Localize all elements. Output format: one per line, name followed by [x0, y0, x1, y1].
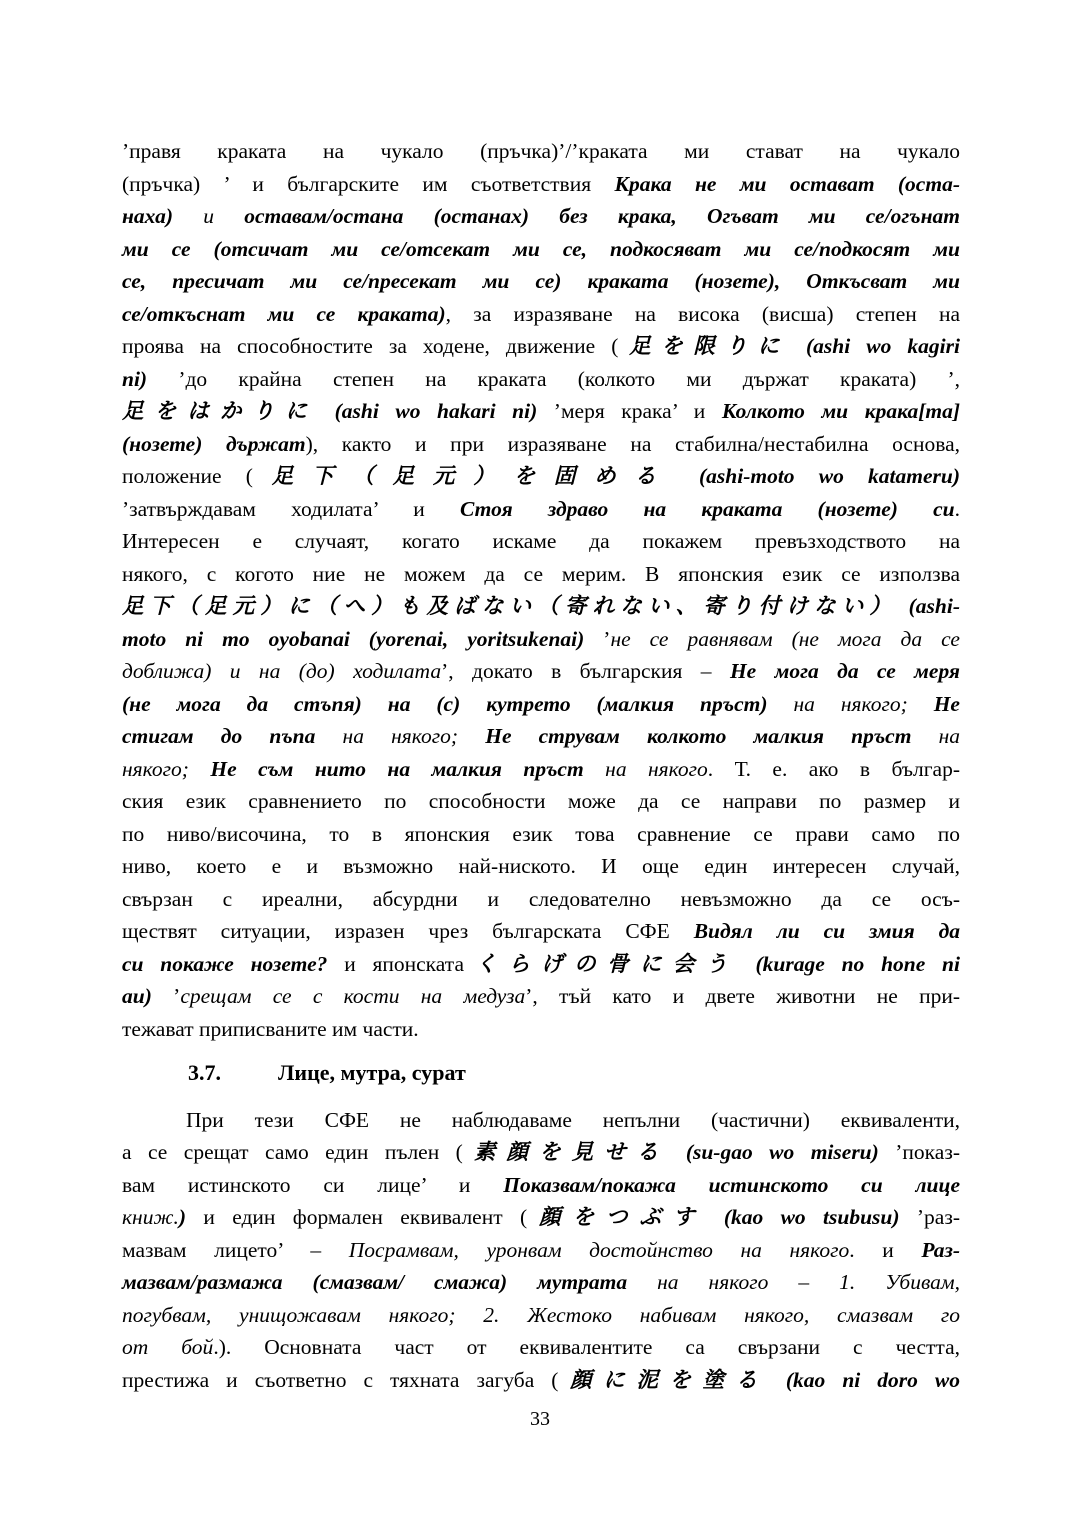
text-segment-r: тежават приписваните им части. — [122, 1016, 419, 1041]
section-heading — [122, 1057, 960, 1090]
text-line — [122, 525, 960, 558]
text-segment-r: .). Основната част от еквивалентите са свързани с честта, — [213, 1335, 961, 1359]
text-segment-i: срещам се с кости на медуза — [180, 984, 526, 1008]
text-line — [122, 1364, 960, 1397]
text-segment-i: от бой — [122, 1335, 214, 1359]
text-line — [122, 1266, 960, 1299]
text-segment-i: книж. — [122, 1205, 179, 1229]
page-number: 33 — [530, 1408, 550, 1430]
text-segment-bi: (kurage no hone ni — [738, 951, 960, 976]
text-segment-r: ’раз- — [899, 1205, 960, 1229]
paragraph-2 — [122, 1104, 960, 1397]
text-line — [122, 233, 960, 266]
text-line — [122, 493, 960, 526]
text-segment-r: ), както и при изразяване на стабилна/нестабилна основа, — [305, 431, 960, 456]
text-segment-r: ’показ- — [878, 1140, 960, 1164]
text-segment-bi: (su-gao wo miseru) — [669, 1140, 879, 1164]
text-segment-bi: Крака не ми остават (оста- — [614, 171, 960, 196]
text-segment-i: на някого; — [767, 691, 934, 716]
text-segment-i: на някого – 1. Убивам, — [627, 1270, 960, 1294]
text-segment-bi: Не мога да се меря — [729, 659, 960, 683]
text-segment-jp: 足を限りに — [618, 334, 790, 358]
text-segment-bi: стигам до пъпа — [122, 724, 316, 748]
text-segment-bi: (нозете) държат — [122, 431, 306, 456]
text-line — [122, 1136, 960, 1169]
text-segment-bi: (kao wo tsubusu) — [706, 1205, 900, 1229]
text-segment-jp: 足をはかりに — [122, 399, 319, 423]
text-segment-r: . и — [849, 1237, 922, 1262]
text-segment-i: на — [911, 724, 960, 748]
text-segment-bi: Не — [933, 691, 960, 716]
text-segment-jp: くらげの骨に会う — [464, 951, 739, 976]
text-segment-jp: 顔に泥を塗る — [558, 1367, 769, 1392]
text-segment-bi: Не струвам колкото малкия пръст — [485, 724, 912, 748]
text-line — [122, 948, 960, 981]
text-line — [122, 785, 960, 818]
text-segment-r: по ниво/височина, то в японския език това сравнение се прави само по — [122, 821, 960, 846]
text-segment-bi: ) — [178, 1205, 187, 1229]
text-segment-bi: Раз- — [921, 1237, 960, 1262]
text-segment-r: ’ — [584, 626, 611, 651]
text-segment-r: ’затвърждавам ходилата’ и — [122, 496, 461, 521]
text-segment-r: , за изразяване на висока (висша) степен на — [445, 301, 960, 326]
text-segment-bi: се, пресичат ми се/пресекат ми се) краката (нозете), Откъсват ми — [122, 269, 960, 293]
text-line — [122, 460, 960, 493]
text-line — [122, 1331, 960, 1364]
text-line — [122, 330, 960, 363]
text-line — [122, 850, 960, 883]
text-segment-r: ’правя краката на чукало (пръчка)’/’краката ми стават на чукало — [122, 139, 960, 163]
text-segment-r: ския език сравнението по способности може да се направи по размер и — [122, 789, 960, 813]
section-number: 3.7. — [188, 1060, 221, 1085]
text-segment-bi: (kao ni doro wo — [768, 1367, 960, 1392]
text-line — [122, 200, 960, 233]
text-segment-bi: Колкото ми крака[та] — [721, 399, 960, 423]
text-segment-r: и един формален еквивалент ( — [186, 1205, 528, 1229]
text-segment-bi: се/откъснат ми се краката) — [122, 301, 446, 326]
text-line — [122, 1234, 960, 1267]
text-segment-r: При тези СФЕ не наблюдаваме непълни (частични) еквиваленти, — [186, 1107, 960, 1132]
text-segment-r: проява на способностите за ходене, движение ( — [122, 334, 619, 358]
text-block — [122, 135, 960, 1396]
text-segment-jp: 足下（足元）に（へ）も及ばない（寄れない、寄り付けない） — [122, 594, 898, 618]
text-line — [122, 1201, 960, 1234]
text-line — [122, 1104, 960, 1137]
text-line — [122, 590, 960, 623]
text-segment-i: доближа) и на (до) ходилата — [122, 659, 442, 683]
text-segment-r: положение ( — [122, 464, 253, 488]
text-line — [122, 558, 960, 591]
text-line — [122, 883, 960, 916]
text-segment-r: престижа и съответно с тяхната загуба ( — [122, 1367, 559, 1392]
text-segment-r: (пръчка) ’ и българските им съответствия — [122, 171, 615, 196]
text-segment-r: ществят ситуации, изразен чрез българската СФЕ — [122, 919, 694, 943]
text-segment-bi: наха) — [122, 204, 174, 228]
text-segment-r: ’до крайна степен на краката (колкото ми държат краката) ’, — [147, 366, 960, 391]
text-segment-bi: Стоя здраво на краката (нозете) си — [460, 496, 955, 521]
text-segment-r: ’меря крака’ и — [537, 399, 722, 423]
text-segment-r: вам истинското си лице’ и — [122, 1172, 504, 1197]
text-segment-i: някого; — [122, 756, 211, 781]
text-segment-bi: moto ni mo oyobanai (yorenai, yoritsukenai) — [122, 626, 585, 651]
text-segment-bi: ni) — [122, 366, 148, 391]
text-line — [122, 135, 960, 168]
text-line — [122, 623, 960, 656]
text-segment-bi: Видял ли си змия да — [693, 919, 960, 943]
text-segment-i: на някого — [583, 756, 708, 781]
text-segment-bi: (ashi- — [897, 594, 960, 618]
text-segment-bi: (не мога да стъпя) на (с) кутрето (малкия пръст) — [122, 691, 768, 716]
text-line — [122, 688, 960, 721]
paragraph-1 — [122, 135, 960, 1045]
text-line — [122, 915, 960, 948]
text-line — [122, 753, 960, 786]
text-line — [122, 655, 960, 688]
text-segment-r: ’, тъй като и двете животни не при- — [525, 984, 961, 1008]
text-segment-bi: (ashi wo kagiri — [789, 334, 960, 358]
text-segment-bi: (ashi-moto wo katameru) — [674, 464, 960, 488]
text-segment-r: мазвам лицето’ – — [122, 1237, 349, 1262]
section-title: Лице, мутра, сурат — [278, 1060, 466, 1085]
text-segment-jp: 素顔を見せる — [462, 1140, 670, 1164]
text-line — [122, 265, 960, 298]
text-segment-i: погубвам, унищожавам някого; 2. Жестоко набивам някого, смазвам го — [122, 1302, 960, 1327]
text-segment-jp: 顔をつぶす — [527, 1205, 707, 1229]
text-segment-r: а се срещат само един пълен ( — [122, 1140, 463, 1164]
text-line — [122, 298, 960, 331]
text-segment-r: и японската — [327, 951, 464, 976]
text-line — [122, 1299, 960, 1332]
text-segment-bi: оставам/остана (останах) без крака, Огъват ми се/огънат — [244, 204, 960, 228]
text-segment-i: Посрамвам, уронвам достойнство на някого — [348, 1237, 850, 1262]
text-segment-i: на някого; — [315, 724, 486, 748]
text-segment-bi: Показвам/покажа истинското си лице — [503, 1172, 960, 1197]
text-segment-r: ’ — [151, 984, 181, 1008]
text-line — [122, 720, 960, 753]
text-segment-bi: мазвам/размажа (смазвам/ смажа) мутрата — [122, 1270, 628, 1294]
text-line — [122, 1169, 960, 1202]
text-line — [122, 363, 960, 396]
text-segment-r: свързан с иреални, абсурдни и следователно невъзможно да се осъ- — [122, 886, 960, 911]
text-segment-r: . — [954, 496, 960, 521]
text-segment-bi: си покаже нозете? — [122, 951, 328, 976]
text-segment-jp: 足下（足元）を固める — [252, 464, 675, 488]
text-line — [122, 395, 960, 428]
text-segment-bi: Не съм нито на малкия пръст — [210, 756, 584, 781]
text-segment-r: Интересен е случаят, когато искаме да покажем превъзходството на — [122, 529, 960, 553]
text-segment-r: . Т. е. ако в българ- — [707, 756, 960, 781]
text-segment-i: не се равнявам (не мога да се — [610, 626, 960, 651]
text-segment-i: и — [173, 204, 245, 228]
text-segment-r: ниво, което е и възможно най-ниското. И още един интересен случай, — [122, 854, 960, 878]
text-line — [122, 168, 960, 201]
text-line — [122, 428, 960, 461]
text-segment-bi: ми се (отсичат ми се/отсекат ми се, подкосяват ми се/подкосят ми — [122, 236, 960, 261]
text-line — [122, 1013, 960, 1046]
text-segment-r: някого, с когото ние не можем да се мерим. В японския език се използва — [122, 561, 960, 586]
text-line — [122, 818, 960, 851]
text-line — [122, 980, 960, 1013]
text-segment-bi: au) — [122, 984, 152, 1008]
text-segment-r: ’, докато в българския – — [441, 659, 730, 683]
text-segment-bi: (ashi wo hakari ni) — [318, 399, 538, 423]
